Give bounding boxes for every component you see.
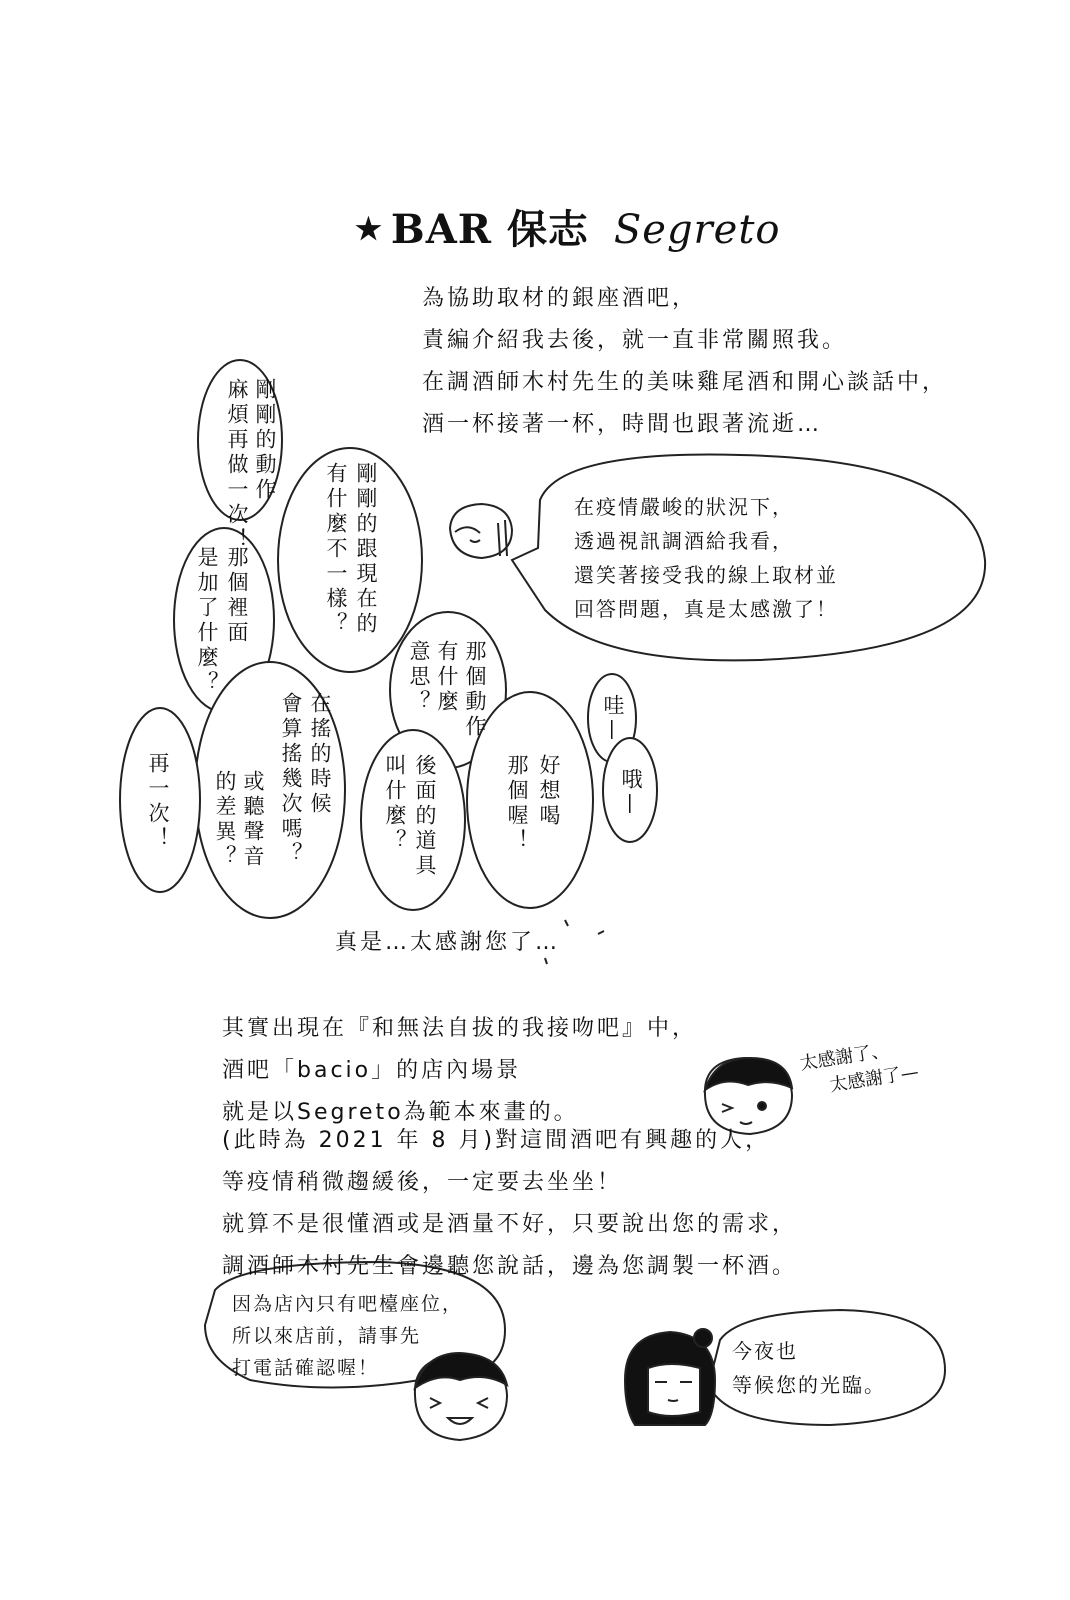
bubble-5-col-3: 或聽聲音 [241,770,265,870]
bubble-7-col-1: 後面的道具 [413,754,437,879]
recommend-line: 調酒師木村先生會邊聽您說話，邊為您調製一杯酒。 [222,1254,798,1279]
bubble-2-col-1: 剛剛的跟現在的 [354,462,378,637]
bottom-right-line: 等候您的光臨。 [732,1373,886,1397]
story-line: 其實出現在『和無法自拔的我接吻吧』中， [222,1016,698,1041]
right-bubble-line: 透過視訊調酒給我看， [574,529,794,553]
recommend-paragraph [222,1120,797,1288]
recommend-line: 等疫情稍微趨緩後，一定要去坐坐！ [222,1170,623,1195]
right-bubble-line: 在疫情嚴峻的狀況下， [574,495,794,519]
bubble-5-col-1: 在搖的時候 [308,692,332,817]
right-bubble-text [574,490,838,626]
title-name: 保志 [506,206,589,253]
intro-line: 為協助取材的銀座酒吧， [422,286,698,311]
bubble-4-col-3: 意思？ [407,640,431,715]
right-bubble-line: 還笑著接受我的線上取材並 [574,563,838,587]
bubble-1-col-1: 剛剛的動作 [253,378,277,503]
bubble-9: 哇— [601,694,625,744]
story-line: 酒吧「bacio」的店內場景 [222,1058,522,1083]
bubble-8-col-1: 好想喝 [537,754,561,829]
right-bubble-line: 回答問題，真是太感激了！ [574,597,838,621]
bottom-left-bubble-text [232,1288,463,1384]
bubble-5-col-2: 會算搖幾次嗎？ [279,692,303,867]
side-note-line: 太感謝了— [828,1061,921,1097]
recommend-line: 就算不是很懂酒或是酒量不好，只要說出您的需求， [222,1212,798,1237]
bubble-1-col-2: 麻煩再做一次！ [225,378,249,553]
intro-line: 酒一杯接著一杯，時間也跟著流逝… [422,412,823,437]
bubble-7-col-2: 叫什麼？ [383,754,407,854]
character-woman-face [625,1329,715,1425]
page-title [355,198,781,255]
character-head-small [450,504,512,558]
thanks-line [335,922,560,964]
bubble-4-col-2: 有什麼 [435,640,459,715]
speech-bubble-2 [278,448,422,672]
star-icon: ★ [355,212,383,247]
thanks-line-text: 真是…太感謝您了… [335,930,561,955]
intro-line: 在調酒師木村先生的美味雞尾酒和開心談話中， [422,370,948,395]
bottom-left-line: 因為店內只有吧檯座位， [232,1293,464,1315]
bubble-2-col-2: 有什麼不一樣？ [324,462,348,637]
bubble-8-col-2: 那個喔！ [505,754,529,854]
bottom-left-line: 打電話確認喔！ [232,1357,380,1379]
recommend-line: (此時為 2021 年 8 月)對這間酒吧有興趣的人， [222,1128,771,1153]
bubble-3-col-2: 是加了什麼？ [195,546,219,696]
intro-paragraph [422,278,947,446]
title-bar: BAR [390,206,492,253]
intro-line: 責編介紹我去後，就一直非常關照我。 [422,328,848,353]
title-segreto: Segreto [613,207,781,253]
bottom-left-line: 所以來店前，請事先 [232,1325,422,1347]
bubble-5-col-4: 的差異？ [213,770,237,870]
bottom-right-bubble-text [732,1334,886,1402]
story-paragraph [222,1008,697,1134]
bubble-4-col-1: 那個動作 [463,640,487,740]
bubble-10: 哦— [619,768,643,818]
bubble-3-col-1: 那個裡面 [225,546,249,646]
story-line: 就是以Segreto為範本來畫的。 [222,1100,579,1125]
bubble-6: 再一次！ [146,752,170,852]
side-note-line: 太感謝了、 [798,1039,891,1075]
bottom-right-line: 今夜也 [732,1339,798,1363]
